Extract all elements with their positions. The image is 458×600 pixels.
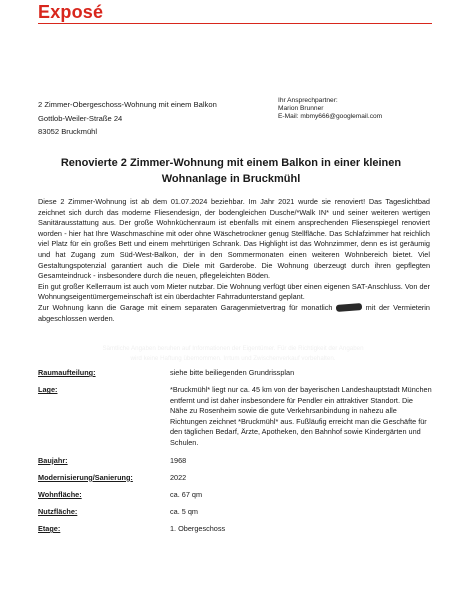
address-line-1: 2 Zimmer-Obergeschoss-Wohnung mit einem Balkon xyxy=(38,100,217,109)
address-street: Gottlob-Weiler-Straße 24 xyxy=(38,113,123,123)
expose-title: Exposé xyxy=(38,2,104,22)
detail-row-year xyxy=(38,456,432,467)
detail-label: Baujahr: xyxy=(38,455,68,465)
description-paragraph-3 xyxy=(38,303,430,324)
detail-row-layout xyxy=(38,368,432,379)
detail-row-location xyxy=(38,385,432,449)
detail-label: Modernisierung/Sanierung: xyxy=(38,472,133,482)
detail-value: siehe bitte beiliegenden Grundrissplan xyxy=(170,368,295,377)
detail-value: ca. 5 qm xyxy=(170,506,198,516)
disclaimer-line-2: wird keine Haftung übernommen. Irrtum und Zwischenverkauf vorbehalten. xyxy=(130,354,336,362)
detail-label: Etage: xyxy=(38,524,61,534)
garage-text: Zur Wohnung kann die Garage mit einem separaten Garagenmietvertrag für monatlich xyxy=(38,302,337,312)
property-address xyxy=(38,98,217,139)
listing-title xyxy=(38,156,424,187)
header-divider xyxy=(38,23,432,24)
detail-label: Nutzfläche: xyxy=(38,506,78,516)
listing-title-line-1: Renovierte 2 Zimmer-Wohnung mit einem Balkon in einer kleinen xyxy=(60,157,402,169)
contact-block xyxy=(278,97,382,122)
detail-label: Raumaufteilung: xyxy=(38,368,96,377)
detail-row-living-area xyxy=(38,490,432,501)
detail-value: 2022 xyxy=(170,472,187,482)
address-city: 83052 Bruckmühl xyxy=(38,127,98,136)
garage-text-end: mit der Vermieterin abgeschlossen werden. xyxy=(38,302,430,323)
detail-value: *Bruckmühl* liegt nur ca. 45 km von der bayerischen Landeshauptstadt München entfernt und ist daher insbesondere für Pendler ein attraktiver Standort. Die Nähe zu Rosenheim sowie die gute Verkehrsanbindung in nahezu alle Richtungen zeichnet *Bruckmühl* aus. Fußläufig erreicht man die Geschäfte für den täglichen Bedarf, Ärzte, Apotheken, den Bahnhof sowie Kindergärten und Schulen. xyxy=(170,385,432,448)
detail-value: 1. Obergeschoss xyxy=(170,524,226,534)
contact-label: Ihr Ansprechpartner: xyxy=(278,97,338,104)
property-details xyxy=(38,368,432,535)
detail-row-floor xyxy=(38,524,432,535)
description-paragraph-1: Diese 2 Zimmer-Wohnung ist ab dem 01.07.2024 beziehbar. Im Jahr 2021 wurde sie renoviert! Das Tageslichtbad zeichnet sich durch das moderne Fliesendesign, der bodengleichen Dusche/*Walk IN* und seiner weiteren wertigen Sanitärausstattung aus. Der große Wohnküchenraum ist ebenfalls mit einem ansprechenden Fliesenspiegel renoviert worden - hier hat Ihre Waschmaschine mit oder ohne Wäschetrockner genug Stellfläche. Das Schlafzimmer hat reichlich viel Platz für ein großes Bett und einem mehrtürigen Schrank. Das Highlight ist das Wohnzimmer, denn es ist geräumig und hat Zugang zum Süd-West-Balkon, der in den Sommermonaten einen weiteren Wohnbereich bietet. Viel Gestaltungspotenzial garantiert auch die Diele mit Garderobe. Die Wohnung überzeugt durch ihren gepflegten Gesamteindruck - insbesondere durch die neuen, pflegeleichten Böden. xyxy=(38,197,430,281)
disclaimer-line-1: Sämtliche Angaben beruhen auf Informationen der Eigentümer. Für die Richtigkeit der Angaben xyxy=(102,345,364,352)
detail-row-usable-area xyxy=(38,507,432,518)
description xyxy=(38,197,430,324)
listing-title-line-2: Wohnanlage in Bruckmühl xyxy=(161,172,301,185)
detail-value: ca. 67 qm xyxy=(170,489,203,499)
description-paragraph-2: Ein gut großer Kellerraum ist auch vom Mieter nutzbar. Die Wohnung verfügt über einen eigenen SAT-Anschluss. Von der Wohnungseigentümergemeinschaft ist ein überdachter Fahrradunterstand geplant. xyxy=(38,281,430,302)
contact-email[interactable]: E-Mail: mbmy666@googlemail.com xyxy=(278,113,383,121)
detail-label: Lage: xyxy=(38,385,58,395)
redacted-price xyxy=(336,303,362,312)
contact-name: Marion Brunner xyxy=(278,105,324,113)
detail-row-renovation xyxy=(38,473,432,484)
detail-label: Wohnfläche: xyxy=(38,489,82,499)
disclaimer-faded xyxy=(62,344,404,363)
detail-value: 1968 xyxy=(170,455,187,465)
